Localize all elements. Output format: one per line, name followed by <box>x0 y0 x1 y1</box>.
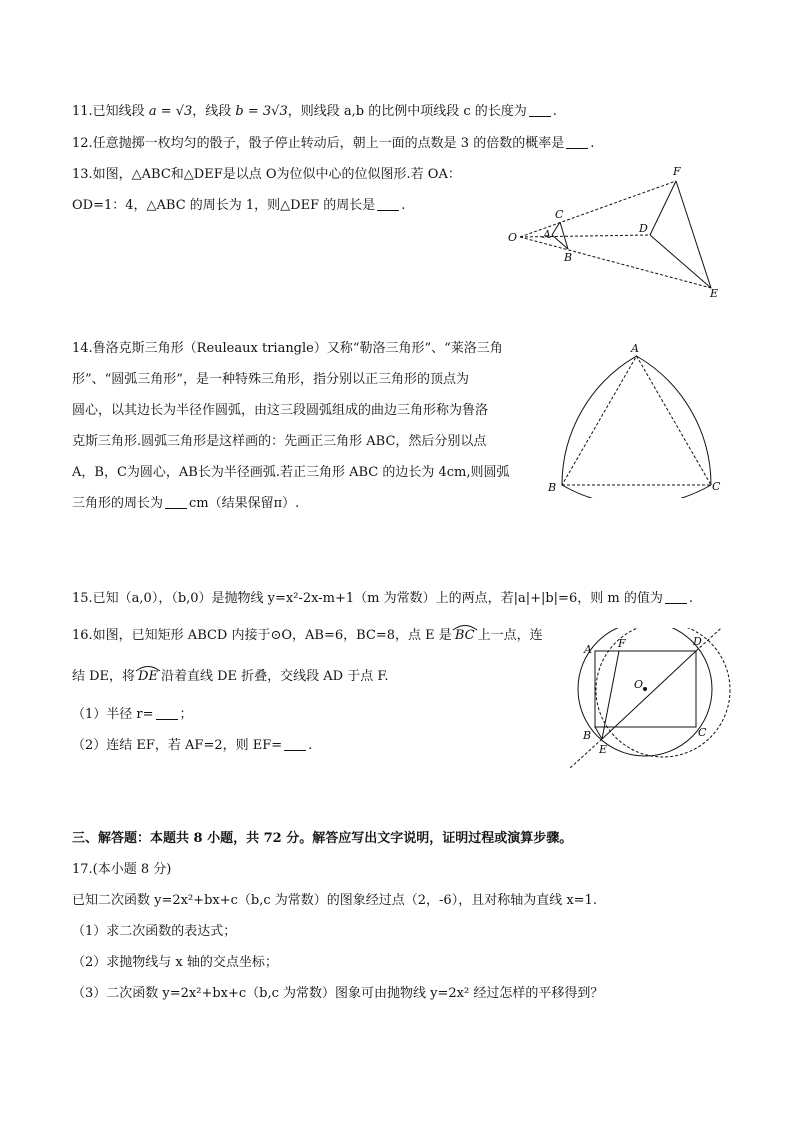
q13-end: . <box>401 198 406 213</box>
question-12 <box>72 135 594 153</box>
q16-line1-pre: 16.如图，已知矩形 ABCD 内接于⊙O，AB=6，BC=8，点 E 是 <box>72 628 452 643</box>
answer-blank <box>165 496 187 509</box>
question-15 <box>72 590 693 608</box>
question-16-sub1 <box>72 706 193 724</box>
label-B: B <box>583 729 592 742</box>
q15-text: 15.已知（a,0），（b,0）是抛物线 y=x²-2x-m+1（m 为常数）上的两点，若|a|+|b|=6，则 m 的值为 <box>72 591 663 606</box>
label-F: F <box>673 165 681 178</box>
q16-sub2-post: . <box>308 738 313 753</box>
q15-end: . <box>688 591 693 606</box>
label-D: D <box>693 635 702 648</box>
q11-end: . <box>552 104 557 119</box>
question-13-line1: 13.如图，△ABC和△DEF是以点 O为位似中心的位似图形.若 OA： <box>72 167 461 182</box>
label-C: C <box>555 208 564 221</box>
question-17-part3: （3）二次函数 y=2x²+bx+c（b,c 为常数）图象可由抛物线 y=2x² 经过怎样的平移得到？ <box>72 986 604 1001</box>
q12-end: . <box>590 136 595 151</box>
q11-b-expression: b = 3√3 <box>235 104 288 119</box>
q16-line1-post: 上一点，连 <box>477 628 543 643</box>
q11-prefix: 11.已知线段 <box>72 104 149 119</box>
label-E: E <box>710 287 719 300</box>
answer-blank <box>377 198 399 211</box>
q16-sub1-post: ； <box>179 707 193 722</box>
q16-line2-pre: 结 DE，将 <box>72 669 136 684</box>
label-A: A <box>543 228 551 241</box>
arc-de-label: DE <box>138 669 158 684</box>
label-B: B <box>564 251 573 264</box>
inscribed-rectangle-figure <box>565 628 735 773</box>
question-14-line3: 圆心，以其边长为半径作圆弧，由这三段圆弧组成的曲边三角形称为鲁洛 <box>72 403 489 418</box>
question-17-part2: （2）求抛物线与 x 轴的交点坐标； <box>72 955 278 970</box>
question-16-line1 <box>72 627 543 645</box>
label-O: O <box>508 231 518 244</box>
question-14-line1: 14.鲁洛克斯三角形（Reuleaux triangle）又称“勒洛三角形”、“莱洛三角 <box>72 341 503 356</box>
answer-blank <box>156 707 178 720</box>
label-B: B <box>548 481 557 494</box>
arc-bc-label: BC <box>454 628 475 643</box>
label-A: A <box>631 342 639 355</box>
similar-triangles-figure <box>500 160 740 305</box>
question-17-stem: 已知二次函数 y=2x²+bx+c（b,c 为常数）的图象经过点（2，-6），且对称轴为直线 x=1. <box>72 893 597 908</box>
label-C: C <box>698 726 707 739</box>
label-C: C <box>712 480 721 493</box>
arc-de <box>135 668 161 686</box>
answer-blank <box>529 104 551 117</box>
question-14-line2: 形”、“圆弧三角形”，是一种特殊三角形，指分别以正三角形的顶点为 <box>72 372 469 387</box>
question-16-sub2 <box>72 737 312 755</box>
question-13-line2 <box>72 197 405 215</box>
question-11 <box>72 103 557 121</box>
answer-blank <box>665 591 687 604</box>
question-14-line4: 克斯三角形.圆弧三角形是这样画的：先画正三角形 ABC，然后分别以点 <box>72 434 487 449</box>
q13-line2-text: OD=1：4，△ABC 的周长为 1，则△DEF 的周长是 <box>72 198 376 213</box>
arc-bc <box>452 627 478 645</box>
question-14-line5: A，B，C为圆心，AB长为半径画弧.若正三角形 ABC 的边长为 4cm,则圆弧 <box>72 465 510 480</box>
q11-a-expression: a = √3 <box>148 104 193 119</box>
question-17-header: 17.(本小题 8 分) <box>72 862 172 877</box>
q11-mid: ，线段 <box>192 104 236 119</box>
q12-text: 12.任意抛掷一枚均匀的骰子，骰子停止转动后，朝上一面的点数是 3 的倍数的概率是 <box>72 136 565 151</box>
label-F: F <box>618 637 626 650</box>
q16-sub1-pre: （1）半径 r= <box>72 707 154 722</box>
q14-line6-post: cm（结果保留π）. <box>189 496 300 511</box>
label-E: E <box>599 743 608 756</box>
question-16-line2 <box>72 668 388 686</box>
q11-suffix: ，则线段 a,b 的比例中项线段 c 的长度为 <box>287 104 527 119</box>
q16-sub2-pre: （2）连结 EF，若 AF=2，则 EF= <box>72 738 283 753</box>
label-A: A <box>584 643 592 656</box>
q16-line2-post: 沿着直线 DE 折叠，交线段 AD 于点 F. <box>160 669 389 684</box>
question-14-line6 <box>72 495 299 513</box>
section-3-title: 三、解答题：本题共 8 小题，共 72 分。解答应写出文字说明，证明过程或演算步骤。 <box>72 831 573 846</box>
label-D: D <box>639 222 648 235</box>
answer-blank <box>566 136 588 149</box>
answer-blank <box>284 738 306 751</box>
label-O: O <box>634 678 644 691</box>
reuleaux-triangle-figure <box>540 338 740 498</box>
q14-line6-pre: 三角形的周长为 <box>72 496 164 511</box>
question-17-part1: （1）求二次函数的表达式； <box>72 924 237 939</box>
